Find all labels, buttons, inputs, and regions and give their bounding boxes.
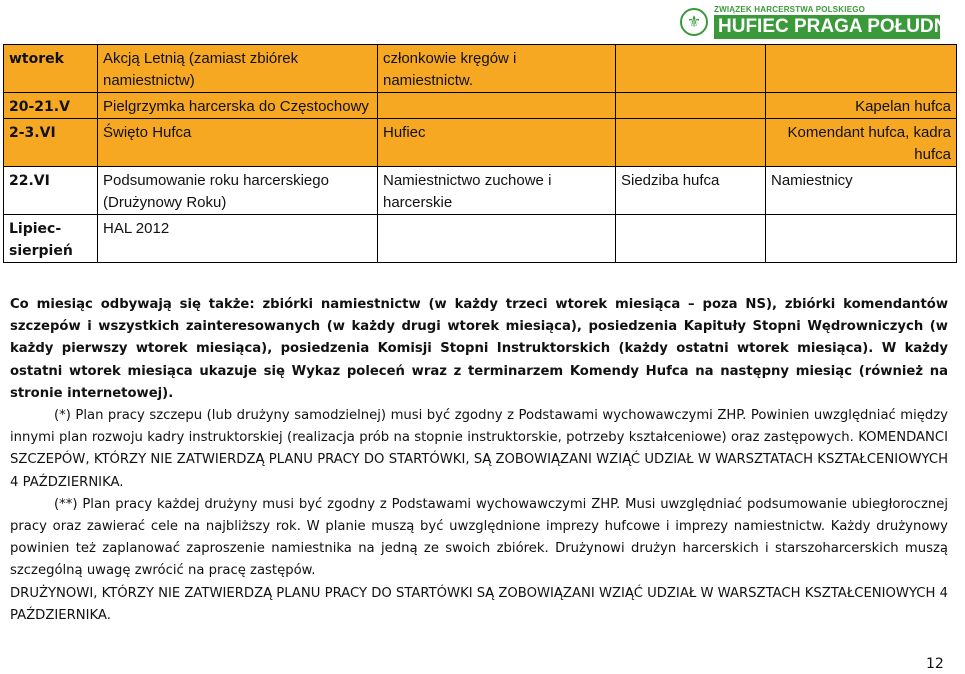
- leaders-obligation-paragraph: DRUŻYNOWI, KTÓRZY NIE ZATWIERDZĄ PLANU PRACY DO STARTÓWKI SĄ ZOBOWIĄZANI WZIĄĆ UDZIAŁ W WARSZTACH KSZTAŁCENIOWYCH 4 PAŹDZIERNIKA.: [10, 585, 948, 623]
- table-row: [4, 167, 957, 215]
- responsible-cell: [766, 45, 957, 93]
- troop-plan-paragraph: (*) Plan pracy szczepu (lub drużyny samodzielnej) musi być zgodny z Podstawami wychowawczymi ZHP. Powinien uwzględniać między innymi plan rozwoju kadry instruktorskiej (realizacja prób na stopnie instruktorskie, potrzeby kształceniowe) oraz zastępowych. KOMENDANCI SZCZEPÓW, KTÓRZY NIE ZATWIERDZĄ PLANU PRACY DO STARTÓWKI, SĄ ZOBOWIĄZANI WZIĄĆ UDZIAŁ W WARSZTATACH KSZTAŁCENIOWYCH 4 PAŹDZIERNIKA.: [10, 408, 948, 490]
- responsible-cell: Namiestnicy: [766, 167, 957, 215]
- place-cell: [616, 45, 766, 93]
- responsible-cell: Komendant hufca, kadra hufca: [766, 119, 957, 167]
- date-cell: 20-21.V: [4, 93, 98, 119]
- place-cell: [616, 119, 766, 167]
- table-row: [4, 119, 957, 167]
- place-cell: [616, 93, 766, 119]
- table-row: [4, 215, 957, 263]
- event-cell: Podsumowanie roku harcerskiego (Drużynowy Roku): [98, 167, 378, 215]
- events-table: [3, 44, 957, 263]
- participants-cell: Namiestnictwo zuchowe i harcerskie: [378, 167, 616, 215]
- date-cell: 22.VI: [4, 167, 98, 215]
- event-cell: Akcją Letnią (zamiast zbiórek namiestnictw): [98, 45, 378, 93]
- participants-cell: [378, 215, 616, 263]
- participants-cell: Hufiec: [378, 119, 616, 167]
- monthly-meetings-paragraph: Co miesiąc odbywają się także: zbiórki namiestnictw (w każdy trzeci wtorek miesiąca – poza NS), zbiórki komendantów szczepów i wszystkich zainteresowanych (w każdy drugi wtorek miesiąca), posiedzenia Kapituły Stopni Wędrowniczych (w każdy pierwszy wtorek miesiąca), posiedzenia Komisji Stopni Instruktorskich (każdy ostatni wtorek miesiąca). W każdy ostatni wtorek miesiąca ukazuje się Wykaz poleceń wraz z terminarzem Komendy Hufca na następny miesiąc (również na stronie internetowej).: [10, 297, 948, 401]
- logo-organization-name: ZWIĄZEK HARCERSTWA POLSKIEGO: [714, 5, 866, 14]
- team-plan-paragraph: (**) Plan pracy każdej drużyny musi być zgodny z Podstawami wychowawczymi ZHP. Musi uwzględniać podsumowanie ubiegłorocznej pracy oraz zawierać cele na najbliższy rok. W planie muszą być uwzględnione imprezy hufcowe i imprezy namiestnictw. Każdy drużynowy powinien też zaplanować zaproszenie namiestnika na jedną ze swoich zbiórek. Drużynowi drużyn harcerskich i starszoharcerskich muszą szczególną uwagę zwrócić na pracę zastępów.: [10, 496, 948, 579]
- date-cell: 2-3.VI: [4, 119, 98, 167]
- responsible-cell: [766, 215, 957, 263]
- place-cell: Siedziba hufca: [616, 167, 766, 215]
- participants-cell: członkowie kręgów i namiestnictw.: [378, 45, 616, 93]
- date-cell: wtorek: [4, 45, 98, 93]
- table-row: [4, 45, 957, 93]
- participants-cell: [378, 93, 616, 119]
- event-cell: Święto Hufca: [98, 119, 378, 167]
- notes-section: [10, 294, 948, 627]
- place-cell: [616, 215, 766, 263]
- event-cell: HAL 2012: [98, 215, 378, 263]
- date-cell: Lipiec-sierpień: [4, 215, 98, 263]
- event-cell: Pielgrzymka harcerska do Częstochowy: [98, 93, 378, 119]
- logo-unit-name: HUFIEC PRAGA POŁUDNIE: [714, 15, 940, 39]
- responsible-cell: Kapelan hufca: [766, 93, 957, 119]
- fleur-de-lis-icon: ⚜: [680, 8, 708, 36]
- table-row: [4, 93, 957, 119]
- page-number: 12: [926, 656, 944, 672]
- hufiec-logo: [680, 4, 965, 40]
